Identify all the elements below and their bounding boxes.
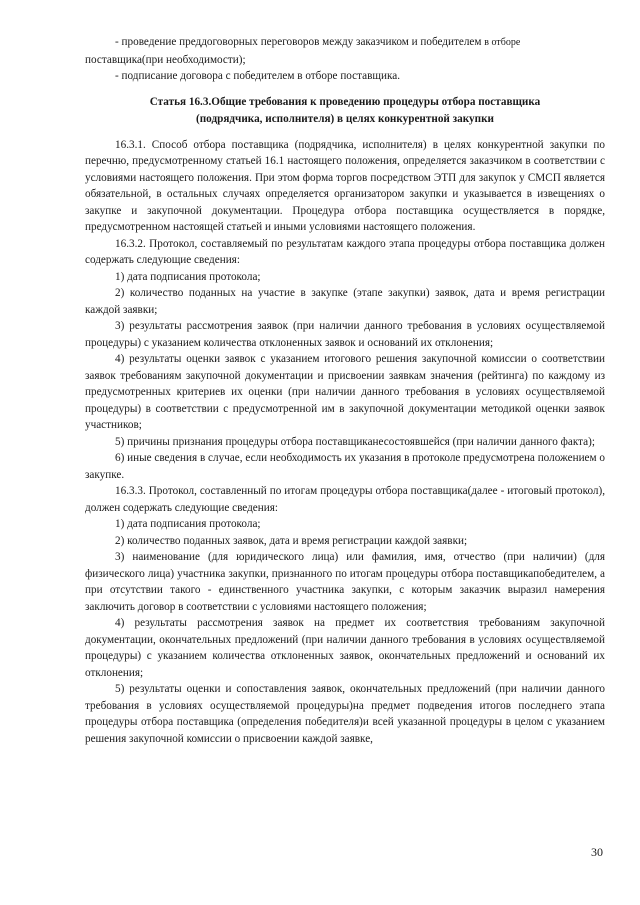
- intro-line-1-main: - проведение преддоговорных переговоров между заказчиком и победителем: [115, 36, 482, 48]
- list-item: 6) иные сведения в случае, если необходимость их указания в протоколе предусмотрена положением о закупке.: [85, 452, 605, 481]
- page-number: 30: [591, 845, 603, 859]
- paragraph: 16.3.3. Протокол, составленный по итогам процедуры отбора поставщика(далее - итоговый протокол), должен содержать следующие сведения:: [85, 485, 605, 514]
- paragraph: 16.3.2. Протокол, составляемый по результатам каждого этапа процедуры отбора поставщика должен содержать следующие сведения:: [85, 237, 605, 266]
- list-item: 2) количество поданных на участие в закупке (этапе закупки) заявок, дата и время регистрации каждой заявки;: [85, 287, 605, 316]
- article-heading: [85, 94, 605, 128]
- paragraph: 16.3.1. Способ отбора поставщика (подрядчика, исполнителя) в целях конкурентной закупки по перечню, предусмотренному статьей 16.1 настоящего положения, определяется заказчиком в соответствии с условиями настоящего положения. При этом форма торгов посредством ЭТП для закупок у СМСП является обязательной, в остальных случаях определяется организатором закупки и указывается в извещениях о закупке и закупочной документации. Процедура отбора поставщика осуществляется в порядке, предусмотренном настоящей статьей и иными условиями настоящего положения.: [85, 138, 605, 233]
- list-item: 3) наименование (для юридического лица) или фамилия, имя, отчество (при наличии) (для физического лица) участника закупки, признанного по итогам процедуры отбора поставщикапобедителем, а при отсутствии такого - единственного участника закупки, с которым заказчик выразил намерения заключить договор в соответствии с условиями настоящего положения;: [85, 551, 605, 613]
- intro-line-1: [85, 34, 605, 52]
- intro-line-1-small: в отборе: [484, 37, 521, 48]
- list-item: 1) дата подписания протокола;: [115, 270, 261, 283]
- intro-line-2: поставщика(при необходимости);: [85, 53, 246, 66]
- list-item: 4) результаты рассмотрения заявок на предмет их соответствия требованиям закупочной документации, окончательных предложений (при наличии данного требования в условиях осуществляемой процедуры) с указанием количества отклоненных заявок, окончательных предложений и оснований их отклонения;: [85, 617, 605, 679]
- list-item: 2) количество поданных заявок, дата и время регистрации каждой заявки;: [115, 534, 468, 547]
- list-item: 5) причины признания процедуры отбора поставщиканесостоявшейся (при наличии данного факта);: [115, 435, 595, 448]
- list-item: 1) дата подписания протокола;: [115, 518, 261, 530]
- page-content: [85, 34, 605, 747]
- list-item: 3) результаты рассмотрения заявок (при наличии данного требования в условиях осуществляемой процедуры) с указанием количества отклоненных заявок и оснований их отклонения;: [85, 320, 605, 349]
- intro-line-3: - подписание договора с победителем в отборе поставщика.: [115, 70, 401, 82]
- article-heading-line-2: (подрядчика, исполнителя) в целях конкурентной закупки: [196, 112, 494, 125]
- list-item: 5) результаты оценки и сопоставления заявок, окончательных предложений (при наличии данного требования в условиях осуществляемой процедуры)на предмет подведения итогов последнего этапа процедуры отбора поставщика (определения победителя)и всей указанной процедуры в целом с указанием решения закупочной комиссии о присвоении каждой заявке,: [85, 683, 605, 745]
- article-heading-line-1: Статья 16.3.Общие требования к проведению процедуры отбора поставщика: [149, 95, 541, 108]
- list-item: 4) результаты оценки заявок с указанием итогового решения закупочной комиссии о соответствии заявок требованиям закупочной документации и присвоении заявкам значения (рейтинга) по каждому из предусмотренных критериев их оценки (при наличии данного требования в условиях осуществляемой процедуры) в соответствии с предусмотренной им в закупочной документации методикой оценки заявок участников;: [85, 353, 605, 431]
